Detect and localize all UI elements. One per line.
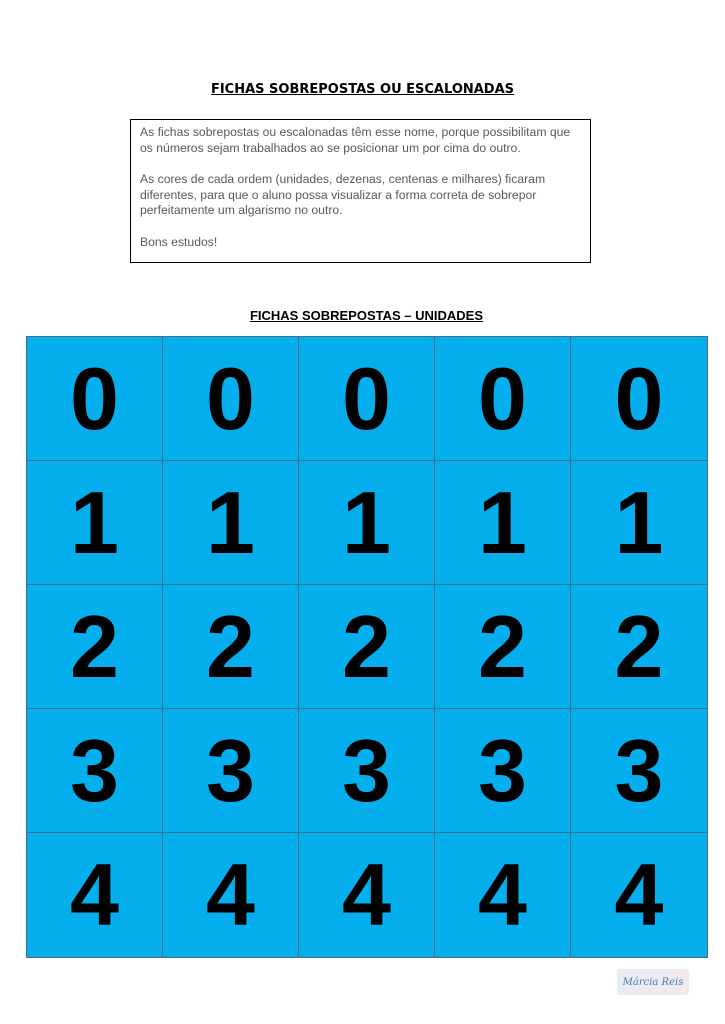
number-card bbox=[163, 709, 299, 833]
card-digit: 2 bbox=[206, 596, 255, 696]
number-card bbox=[27, 337, 163, 461]
card-digit: 3 bbox=[614, 720, 664, 820]
number-card bbox=[571, 709, 707, 833]
card-digit: 3 bbox=[342, 720, 391, 820]
card-digit: 2 bbox=[478, 596, 527, 696]
card-digit: 0 bbox=[478, 348, 527, 448]
card-digit: 1 bbox=[206, 472, 255, 572]
card-digit: 1 bbox=[478, 472, 527, 572]
number-card bbox=[27, 585, 163, 709]
number-card bbox=[299, 709, 435, 833]
number-card bbox=[571, 833, 707, 957]
card-digit: 3 bbox=[70, 720, 119, 820]
intro-paragraph-2: As cores de cada ordem (unidades, dezenas, centenas e milhares) ficaram diferentes, para que o aluno possa visualizar a forma correta de sobrepor perfeitamente um algarismo no outro. bbox=[140, 172, 546, 217]
card-digit: 4 bbox=[70, 845, 119, 944]
number-card bbox=[163, 833, 299, 957]
number-card bbox=[435, 833, 571, 957]
card-digit: 2 bbox=[342, 596, 391, 696]
card-digit: 0 bbox=[70, 348, 119, 448]
number-card bbox=[299, 337, 435, 461]
card-digit: 2 bbox=[70, 596, 119, 696]
number-card bbox=[571, 461, 707, 585]
card-digit: 4 bbox=[478, 845, 527, 944]
logo-text: Márcia Reis bbox=[622, 976, 684, 988]
intro-paragraph-1: As fichas sobrepostas ou escalonadas têm esse nome, porque possibilitam que os números sejam trabalhados ao se posicionar um por cima do outro. bbox=[140, 125, 571, 155]
card-digit: 4 bbox=[206, 845, 255, 944]
number-card bbox=[27, 461, 163, 585]
section-title: FICHAS SOBREPOSTAS – UNIDADES bbox=[249, 308, 484, 323]
number-card bbox=[163, 585, 299, 709]
card-digit: 3 bbox=[478, 720, 527, 820]
card-digit: 0 bbox=[342, 348, 391, 448]
card-digit: 3 bbox=[206, 720, 255, 820]
number-card bbox=[27, 709, 163, 833]
number-card bbox=[571, 337, 707, 461]
number-card bbox=[163, 337, 299, 461]
number-card bbox=[163, 461, 299, 585]
number-card bbox=[299, 585, 435, 709]
card-digit: 0 bbox=[206, 348, 255, 448]
number-card bbox=[435, 585, 571, 709]
card-digit: 4 bbox=[614, 845, 664, 944]
card-digit: 1 bbox=[342, 472, 391, 572]
author-logo bbox=[617, 969, 689, 995]
page-title: FICHAS SOBREPOSTAS OU ESCALONADAS bbox=[210, 82, 515, 97]
card-digit: 4 bbox=[342, 845, 391, 944]
cards-grid bbox=[26, 336, 708, 958]
number-card bbox=[435, 337, 571, 461]
card-digit: 1 bbox=[70, 472, 119, 572]
card-digit: 1 bbox=[614, 472, 664, 572]
card-digit: 2 bbox=[614, 596, 664, 696]
number-card bbox=[299, 461, 435, 585]
intro-paragraph-3: Bons estudos! bbox=[140, 234, 218, 249]
intro-box bbox=[130, 119, 591, 263]
number-card bbox=[435, 461, 571, 585]
number-card bbox=[435, 709, 571, 833]
number-card bbox=[299, 833, 435, 957]
card-digit: 0 bbox=[614, 348, 664, 448]
number-card bbox=[571, 585, 707, 709]
number-card bbox=[27, 833, 163, 957]
